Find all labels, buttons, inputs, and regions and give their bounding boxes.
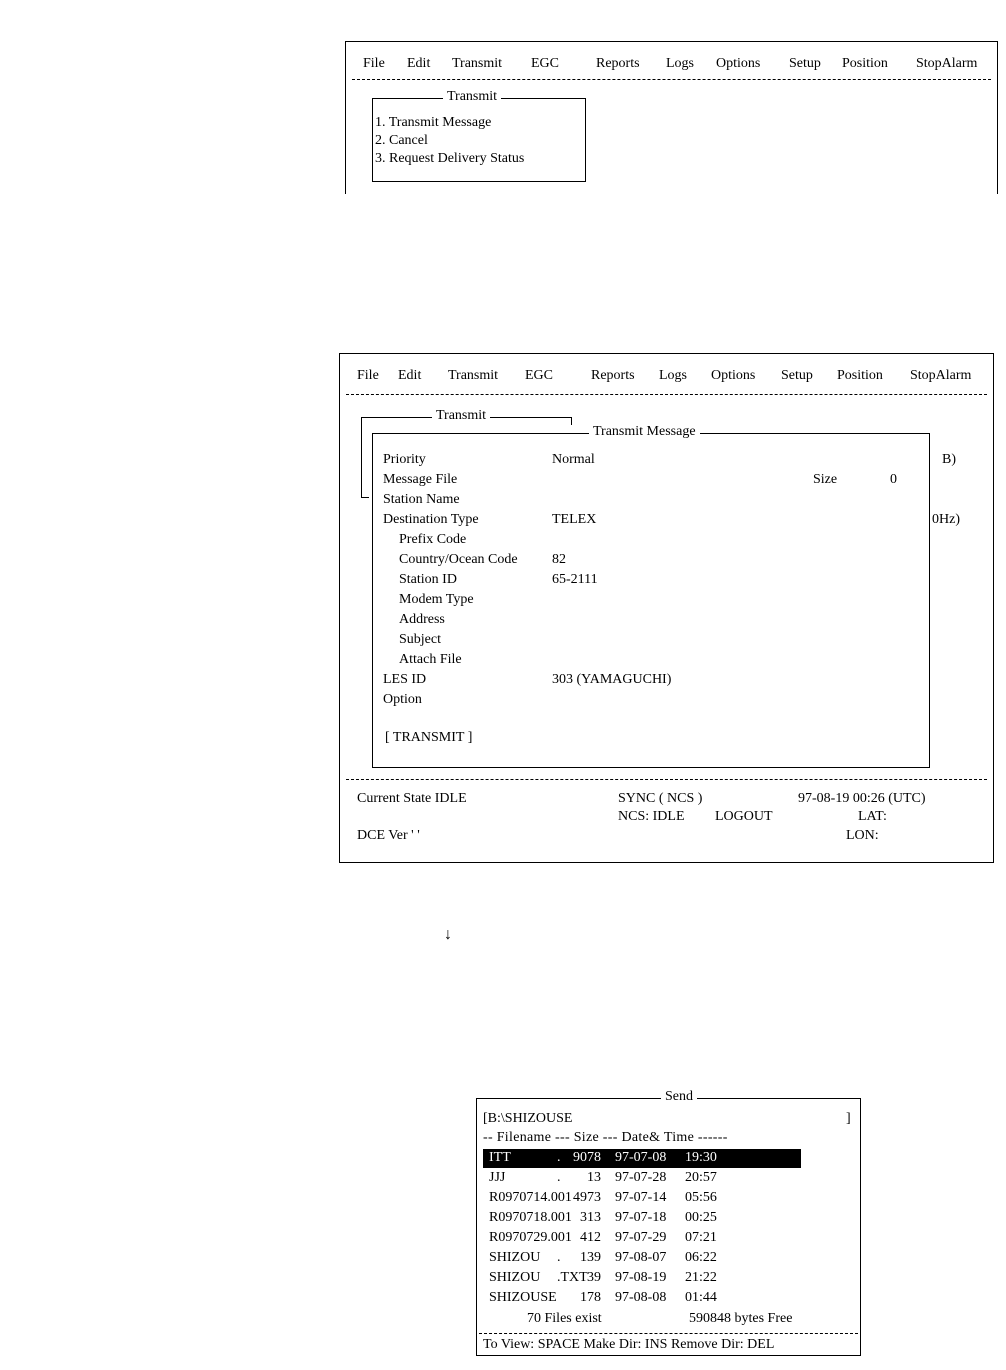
menu-reports[interactable]: Reports (591, 368, 635, 383)
file-row[interactable] (483, 1189, 801, 1208)
file-ext: . (557, 1150, 561, 1165)
menu-egc[interactable]: EGC (525, 368, 553, 383)
menu-egc[interactable]: EGC (531, 56, 559, 71)
menu-file[interactable]: File (363, 56, 385, 71)
menu-position[interactable]: Position (837, 368, 883, 383)
field-label-attach-file: Attach File (399, 652, 462, 667)
file-name: R0970718.001 (489, 1210, 572, 1225)
file-date: 97-07-18 (615, 1210, 667, 1225)
footer-divider (479, 1333, 858, 1334)
menu-bar (346, 42, 997, 72)
menu-divider (352, 79, 991, 80)
ncs-status: NCS: IDLE (618, 809, 685, 824)
file-name: R0970714.001 (489, 1190, 572, 1205)
menu-edit[interactable]: Edit (407, 56, 431, 71)
field-label-option: Option (383, 692, 422, 707)
field-label-les-id: LES ID (383, 672, 427, 687)
field-label-station-id: Station ID (399, 572, 457, 587)
file-time: 00:25 (685, 1210, 717, 1225)
file-row[interactable] (483, 1149, 801, 1168)
dce-version: DCE Ver ' ' (357, 828, 420, 843)
file-date: 97-08-07 (615, 1250, 667, 1265)
file-name: SHIZOU (489, 1250, 541, 1265)
datetime: 97-08-19 00:26 (UTC) (798, 791, 926, 806)
right-edge-text-2: 0Hz) (932, 512, 960, 527)
file-size: 39 (587, 1270, 601, 1285)
menu-stopalarm[interactable]: StopAlarm (910, 368, 972, 383)
file-name: SHIZOUSE (489, 1290, 557, 1305)
transmit-dropdown (372, 89, 586, 182)
file-row[interactable] (483, 1169, 801, 1188)
file-row[interactable] (483, 1289, 801, 1308)
menu-stopalarm[interactable]: StopAlarm (916, 56, 978, 71)
file-ext: . (557, 1250, 561, 1265)
transmit-button[interactable]: [ TRANSMIT ] (385, 730, 473, 745)
file-name: SHIZOU (489, 1270, 541, 1285)
sync-status: SYNC ( NCS ) (618, 791, 703, 806)
field-value-les-id[interactable]: 303 (YAMAGUCHI) (552, 672, 672, 687)
field-label-address: Address (399, 612, 445, 627)
field-label-country-ocean-code: Country/Ocean Code (399, 552, 518, 567)
transmit-message-form (372, 424, 930, 768)
file-time: 07:21 (685, 1230, 717, 1245)
file-time: 05:56 (685, 1190, 717, 1205)
current-path[interactable]: [B:\SHIZOUSE (483, 1111, 573, 1126)
file-name: JJJ (489, 1170, 506, 1185)
menu-transmit[interactable]: Transmit (448, 368, 499, 383)
send-title: Send (661, 1089, 697, 1105)
field-value-country-ocean-code[interactable]: 82 (552, 552, 566, 567)
file-size: 4973 (573, 1190, 601, 1205)
status-divider (346, 779, 987, 780)
menu-file[interactable]: File (357, 368, 379, 383)
file-size: 313 (580, 1210, 601, 1225)
file-time: 20:57 (685, 1170, 717, 1185)
key-help-footer: To View: SPACE Make Dir: INS Remove Dir: DEL (483, 1337, 775, 1352)
down-arrow-icon: ↓ (444, 926, 452, 943)
path-close-bracket: ] (846, 1111, 851, 1126)
file-date: 97-07-14 (615, 1190, 667, 1205)
size-label: Size (813, 472, 838, 487)
lat-readout: LAT: (858, 809, 887, 824)
menu-divider (346, 394, 987, 395)
menu-options[interactable]: Options (711, 368, 756, 383)
file-size: 139 (580, 1250, 601, 1265)
menu-reports[interactable]: Reports (596, 56, 640, 71)
send-dialog (476, 1089, 861, 1356)
bytes-free: 590848 bytes Free (689, 1311, 793, 1326)
field-label-modem-type: Modem Type (399, 592, 474, 607)
menu-transmit[interactable]: Transmit (452, 56, 503, 71)
file-time: 06:22 (685, 1250, 717, 1265)
form-title: Transmit Message (589, 424, 700, 440)
file-date: 97-08-19 (615, 1270, 667, 1285)
file-time: 19:30 (685, 1150, 717, 1165)
field-value-destination-type[interactable]: TELEX (552, 512, 597, 527)
menu-item-transmit-message[interactable]: 1. Transmit Message (375, 115, 492, 130)
file-date: 97-07-08 (615, 1150, 667, 1165)
logout-status: LOGOUT (715, 809, 773, 824)
transmit-menu-screen (345, 41, 998, 194)
file-name: ITT (489, 1150, 511, 1165)
file-row[interactable] (483, 1269, 801, 1288)
menu-setup[interactable]: Setup (781, 368, 813, 383)
current-state: Current State IDLE (357, 791, 467, 806)
file-name: R0970729.001 (489, 1230, 572, 1245)
menu-options[interactable]: Options (716, 56, 761, 71)
field-label-message-file: Message File (383, 472, 458, 487)
field-label-priority: Priority (383, 452, 426, 467)
files-exist-count: 70 Files exist (527, 1311, 602, 1326)
behind-frame-title: Transmit (432, 408, 490, 424)
file-date: 97-07-29 (615, 1230, 667, 1245)
field-value-priority[interactable]: Normal (552, 452, 595, 467)
menu-bar (340, 354, 993, 384)
menu-item-request-delivery-status[interactable]: 3. Request Delivery Status (375, 151, 525, 166)
menu-position[interactable]: Position (842, 56, 888, 71)
menu-edit[interactable]: Edit (398, 368, 422, 383)
file-size: 178 (580, 1290, 601, 1305)
field-label-prefix-code: Prefix Code (399, 532, 467, 547)
lon-readout: LON: (846, 828, 879, 843)
transmit-message-screen (339, 353, 994, 863)
file-size: 412 (580, 1230, 601, 1245)
right-edge-text-1: B) (942, 452, 956, 467)
field-label-station-name: Station Name (383, 492, 460, 507)
file-time: 21:22 (685, 1270, 717, 1285)
field-value-station-id[interactable]: 65-2111 (552, 572, 598, 587)
file-ext: . (557, 1170, 561, 1185)
file-row[interactable] (483, 1249, 801, 1268)
file-size: 9078 (573, 1150, 601, 1165)
file-ext: .TXT (557, 1270, 588, 1285)
file-list-header: -- Filename --- Size --- Date& Time ------ (483, 1130, 728, 1145)
file-date: 97-07-28 (615, 1170, 667, 1185)
field-label-destination-type: Destination Type (383, 512, 479, 527)
field-label-subject: Subject (399, 632, 441, 647)
file-row[interactable] (483, 1209, 801, 1228)
menu-item-cancel[interactable]: 2. Cancel (375, 133, 428, 148)
file-date: 97-08-08 (615, 1290, 667, 1305)
dropdown-title: Transmit (443, 89, 501, 105)
menu-setup[interactable]: Setup (789, 56, 821, 71)
file-row[interactable] (483, 1229, 801, 1248)
size-value: 0 (890, 472, 897, 487)
file-size: 13 (587, 1170, 601, 1185)
menu-logs[interactable]: Logs (666, 56, 694, 71)
menu-logs[interactable]: Logs (659, 368, 687, 383)
file-time: 01:44 (685, 1290, 717, 1305)
